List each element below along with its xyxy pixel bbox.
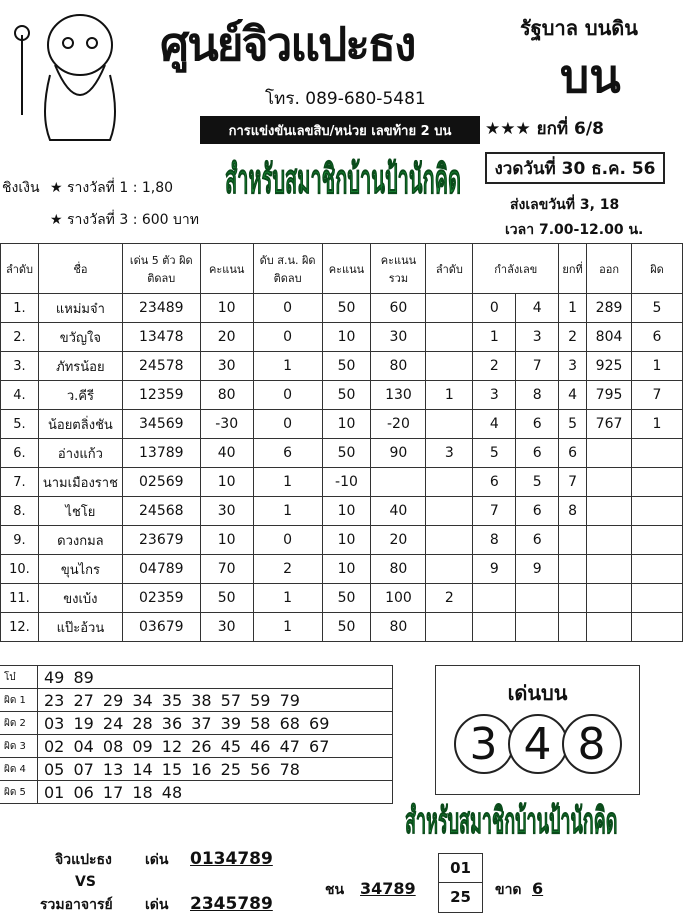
prize-label: ชิงเงิน	[2, 180, 40, 196]
table-cell: ภัทรน้อย	[38, 352, 122, 381]
table-cell: 4	[559, 381, 587, 410]
column-header: ชื่อ	[38, 244, 122, 294]
table-row	[1, 497, 683, 526]
table-cell: 8.	[1, 497, 39, 526]
draw-date: งวดวันที่ 30 ธ.ค. 56	[485, 152, 665, 184]
table-cell: -20	[371, 410, 426, 439]
table-row	[1, 323, 683, 352]
table-cell: 0	[253, 381, 322, 410]
table-cell: 04789	[122, 555, 200, 584]
table-row	[1, 613, 683, 642]
table-row	[1, 439, 683, 468]
table-cell: 50	[322, 584, 371, 613]
table-cell	[587, 584, 632, 613]
column-header: เด่น 5 ตัว ผิดติดลบ	[122, 244, 200, 294]
position-label: บน	[560, 49, 621, 103]
table-cell: 50	[322, 613, 371, 642]
table-row	[1, 294, 683, 323]
miss-values: 03 19 24 28 36 37 39 58 68 69	[44, 713, 330, 733]
table-cell: 30	[200, 497, 253, 526]
table-cell: 10	[322, 410, 371, 439]
table-row	[1, 410, 683, 439]
table-cell: 90	[371, 439, 426, 468]
table-cell: 1	[253, 468, 322, 497]
table-cell	[559, 526, 587, 555]
miss-values: 02 04 08 09 12 26 45 46 47 67	[44, 736, 330, 756]
round	[485, 118, 604, 140]
contender-a-value: 0134789	[190, 849, 273, 869]
table-cell: 5	[632, 294, 683, 323]
table-row	[1, 381, 683, 410]
win-label: ชน	[325, 882, 345, 898]
miss-values: 05 07 13 14 15 16 25 56 78	[44, 759, 300, 779]
table-cell: 0	[253, 410, 322, 439]
table-cell: 5	[516, 468, 559, 497]
watermark: สำหรับสมาชิกบ้านป้านักคิด	[225, 157, 462, 203]
table-cell: 10.	[1, 555, 39, 584]
table-cell: ขวัญใจ	[38, 323, 122, 352]
table-cell: 4.	[1, 381, 39, 410]
win-value: 34789	[360, 879, 416, 898]
table-cell: 1	[253, 613, 322, 642]
table-cell	[632, 613, 683, 642]
table-cell: 3	[516, 323, 559, 352]
table-cell: 80	[371, 555, 426, 584]
table-cell: ขุนไกร	[38, 555, 122, 584]
table-cell: 6	[516, 410, 559, 439]
miss-values: 49 89	[44, 667, 94, 687]
table-cell: ว.คีรี	[38, 381, 122, 410]
score-top: 01	[439, 854, 482, 883]
table-cell: อ่างแก้ว	[38, 439, 122, 468]
column-header: ลำดับ	[426, 244, 473, 294]
table-cell	[426, 526, 473, 555]
miss-key: ผิด 5	[0, 781, 38, 803]
table-cell: 50	[322, 381, 371, 410]
table-cell	[632, 555, 683, 584]
table-cell: 6	[516, 526, 559, 555]
lose-value: 6	[532, 879, 544, 898]
column-header: คะแนน	[200, 244, 253, 294]
table-cell: 10	[322, 526, 371, 555]
table-cell: 100	[371, 584, 426, 613]
page-title: ศูนย์จิวแปะธง	[160, 17, 415, 71]
table-cell: 1	[559, 294, 587, 323]
phone: โทร. 089-680-5481	[265, 89, 426, 109]
table-cell: 80	[200, 381, 253, 410]
table-cell: 1	[632, 352, 683, 381]
miss-row	[0, 689, 393, 712]
table-cell: 12.	[1, 613, 39, 642]
table-cell	[426, 352, 473, 381]
table-cell	[516, 584, 559, 613]
table-cell	[426, 613, 473, 642]
table-cell	[426, 323, 473, 352]
miss-row	[0, 735, 393, 758]
table-cell: 1	[473, 323, 516, 352]
table-cell	[587, 497, 632, 526]
table-cell: 6	[516, 497, 559, 526]
score-bottom: 25	[450, 888, 471, 906]
table-cell: 925	[587, 352, 632, 381]
table-cell: 1.	[1, 294, 39, 323]
table-cell: 0	[253, 526, 322, 555]
miss-key: ผิด 4	[0, 758, 38, 780]
table-cell: 7	[473, 497, 516, 526]
table-cell: 3	[559, 352, 587, 381]
table-cell: 12359	[122, 381, 200, 410]
table-cell: แป๊ะอ้วน	[38, 613, 122, 642]
table-cell: 2	[473, 352, 516, 381]
table-cell: 34569	[122, 410, 200, 439]
column-header: คะแนน รวม	[371, 244, 426, 294]
table-cell: 289	[587, 294, 632, 323]
table-cell	[426, 410, 473, 439]
table-cell	[426, 497, 473, 526]
table-cell: 1	[632, 410, 683, 439]
table-cell: 5.	[1, 410, 39, 439]
column-header: ผิด	[632, 244, 683, 294]
miss-row	[0, 666, 393, 689]
table-cell: 9	[473, 555, 516, 584]
table-cell: 2	[426, 584, 473, 613]
table-cell: 40	[200, 439, 253, 468]
column-header: กำลังเลข	[473, 244, 559, 294]
table-cell: 30	[200, 613, 253, 642]
table-cell: 7	[632, 381, 683, 410]
table-cell: 10	[200, 468, 253, 497]
table-cell	[587, 555, 632, 584]
table-cell: 1	[253, 584, 322, 613]
table-cell: 6.	[1, 439, 39, 468]
table-row	[1, 584, 683, 613]
table-cell: 10	[322, 555, 371, 584]
table-cell: 3.	[1, 352, 39, 381]
play-digit: 4	[508, 714, 568, 774]
prize-1: ★ รางวัลที่ 1 : 1,80	[50, 180, 174, 196]
table-cell: 6	[253, 439, 322, 468]
table-cell: -30	[200, 410, 253, 439]
table-cell: 804	[587, 323, 632, 352]
table-cell	[632, 468, 683, 497]
play-box	[435, 665, 640, 795]
table-cell: 20	[371, 526, 426, 555]
table-cell: 10	[200, 294, 253, 323]
round-label: ยกที่ 6/8	[536, 119, 604, 139]
table-cell: 2	[253, 555, 322, 584]
table-cell	[516, 613, 559, 642]
table-cell: 3	[473, 381, 516, 410]
table-cell: ดวงกมล	[38, 526, 122, 555]
watermark-bottom: สำหรับสมาชิกบ้านป้านักคิด	[405, 801, 618, 842]
table-cell: 02569	[122, 468, 200, 497]
miss-key: โบ๋	[0, 666, 38, 688]
table-cell: 24578	[122, 352, 200, 381]
table-row	[1, 555, 683, 584]
table-cell: 10	[322, 497, 371, 526]
table-cell: 5	[559, 410, 587, 439]
table-cell: 02359	[122, 584, 200, 613]
miss-key: ผิด 1	[0, 689, 38, 711]
table-cell: 6	[516, 439, 559, 468]
table-cell	[587, 613, 632, 642]
table-cell: 9	[516, 555, 559, 584]
table-cell: 0	[253, 294, 322, 323]
table-cell: 24568	[122, 497, 200, 526]
table-cell: 23489	[122, 294, 200, 323]
score-box	[438, 853, 483, 913]
table-cell	[559, 555, 587, 584]
contender-b-value: 2345789	[190, 894, 273, 914]
table-cell	[473, 613, 516, 642]
vs: VS	[75, 874, 96, 890]
miss-values: 01 06 17 18 48	[44, 782, 183, 802]
table-cell: 8	[473, 526, 516, 555]
contender-a-label: เด่น	[145, 852, 169, 868]
table-cell	[426, 294, 473, 323]
table-cell	[473, 584, 516, 613]
table-cell: 30	[371, 323, 426, 352]
send-time: เวลา 7.00-12.00 น.	[505, 222, 644, 238]
table-cell	[587, 526, 632, 555]
table-cell: 50	[322, 439, 371, 468]
table-cell: 60	[371, 294, 426, 323]
table-cell: 795	[587, 381, 632, 410]
table-cell	[587, 439, 632, 468]
table-cell: 7.	[1, 468, 39, 497]
table-cell	[559, 584, 587, 613]
table-cell: -10	[322, 468, 371, 497]
table-cell: 0	[473, 294, 516, 323]
column-header: ยกที่	[559, 244, 587, 294]
table-cell: 23679	[122, 526, 200, 555]
play-digit: 8	[562, 714, 622, 774]
table-cell: 7	[516, 352, 559, 381]
table-cell: 130	[371, 381, 426, 410]
contender-b: รวมอาจารย์	[40, 897, 113, 913]
table-cell: 767	[587, 410, 632, 439]
table-cell: 11.	[1, 584, 39, 613]
table-row	[1, 468, 683, 497]
table-cell: 03679	[122, 613, 200, 642]
miss-table	[0, 665, 393, 804]
table-cell	[632, 497, 683, 526]
table-cell: แหม่มจ๋า	[38, 294, 122, 323]
table-cell: 40	[371, 497, 426, 526]
table-cell: 80	[371, 613, 426, 642]
table-cell: 3	[426, 439, 473, 468]
table-cell	[426, 555, 473, 584]
table-cell: 2	[559, 323, 587, 352]
contender-a: จิวแปะธง	[55, 852, 112, 868]
miss-row	[0, 712, 393, 735]
contest-banner: การแข่งขันเลขสิบ/หน่วย เลขท้าย 2 บน	[200, 116, 480, 144]
table-cell: 10	[322, 323, 371, 352]
table-cell: 20	[200, 323, 253, 352]
table-cell	[426, 468, 473, 497]
table-cell: 8	[516, 381, 559, 410]
table-cell: 30	[200, 352, 253, 381]
table-cell	[371, 468, 426, 497]
table-cell: 0	[253, 323, 322, 352]
table-cell: 4	[516, 294, 559, 323]
table-cell: ไชโย	[38, 497, 122, 526]
column-header: คะแนน	[322, 244, 371, 294]
play-digit: 3	[454, 714, 514, 774]
table-cell: 50	[322, 294, 371, 323]
table-cell: 5	[473, 439, 516, 468]
table-cell: 50	[200, 584, 253, 613]
table-cell: 8	[559, 497, 587, 526]
miss-key: ผิด 2	[0, 712, 38, 734]
table-cell	[632, 439, 683, 468]
column-header: ดับ ส.น. ผิดติดลบ	[253, 244, 322, 294]
table-cell	[632, 526, 683, 555]
table-row	[1, 526, 683, 555]
miss-row	[0, 758, 393, 781]
play-label: เด่นบน	[507, 681, 568, 705]
send-dates: ส่งเลขวันที่ 3, 18	[510, 197, 620, 213]
table-cell: 13789	[122, 439, 200, 468]
table-cell: 6	[559, 439, 587, 468]
table-cell: 2.	[1, 323, 39, 352]
table-cell: 6	[632, 323, 683, 352]
stars-icon: ★★★	[485, 119, 531, 139]
table-cell: 7	[559, 468, 587, 497]
table-cell: 9.	[1, 526, 39, 555]
table-cell	[559, 613, 587, 642]
table-cell: 80	[371, 352, 426, 381]
lottery-type: รัฐบาล บนดิน	[520, 16, 638, 40]
table-cell: 13478	[122, 323, 200, 352]
table-cell	[632, 584, 683, 613]
mascot-illustration	[10, 5, 140, 145]
table-cell	[587, 468, 632, 497]
table-cell: 6	[473, 468, 516, 497]
miss-values: 23 27 29 34 35 38 57 59 79	[44, 690, 300, 710]
column-header: ลำดับ	[1, 244, 39, 294]
table-cell: นามเมืองราช	[38, 468, 122, 497]
table-cell: น้อยตลิ่งชัน	[38, 410, 122, 439]
column-header: ออก	[587, 244, 632, 294]
results-table	[0, 243, 683, 642]
miss-row	[0, 781, 393, 804]
contender-b-label: เด่น	[145, 897, 169, 913]
table-cell: 4	[473, 410, 516, 439]
lose-label: ขาด	[495, 882, 522, 898]
table-cell: 70	[200, 555, 253, 584]
table-cell: 50	[322, 352, 371, 381]
table-cell: 1	[426, 381, 473, 410]
table-cell: 1	[253, 352, 322, 381]
table-cell: ขงเบ้ง	[38, 584, 122, 613]
table-cell: 10	[200, 526, 253, 555]
table-cell: 1	[253, 497, 322, 526]
prize-3: ★ รางวัลที่ 3 : 600 บาท	[50, 212, 200, 228]
table-row	[1, 352, 683, 381]
miss-key: ผิด 3	[0, 735, 38, 757]
